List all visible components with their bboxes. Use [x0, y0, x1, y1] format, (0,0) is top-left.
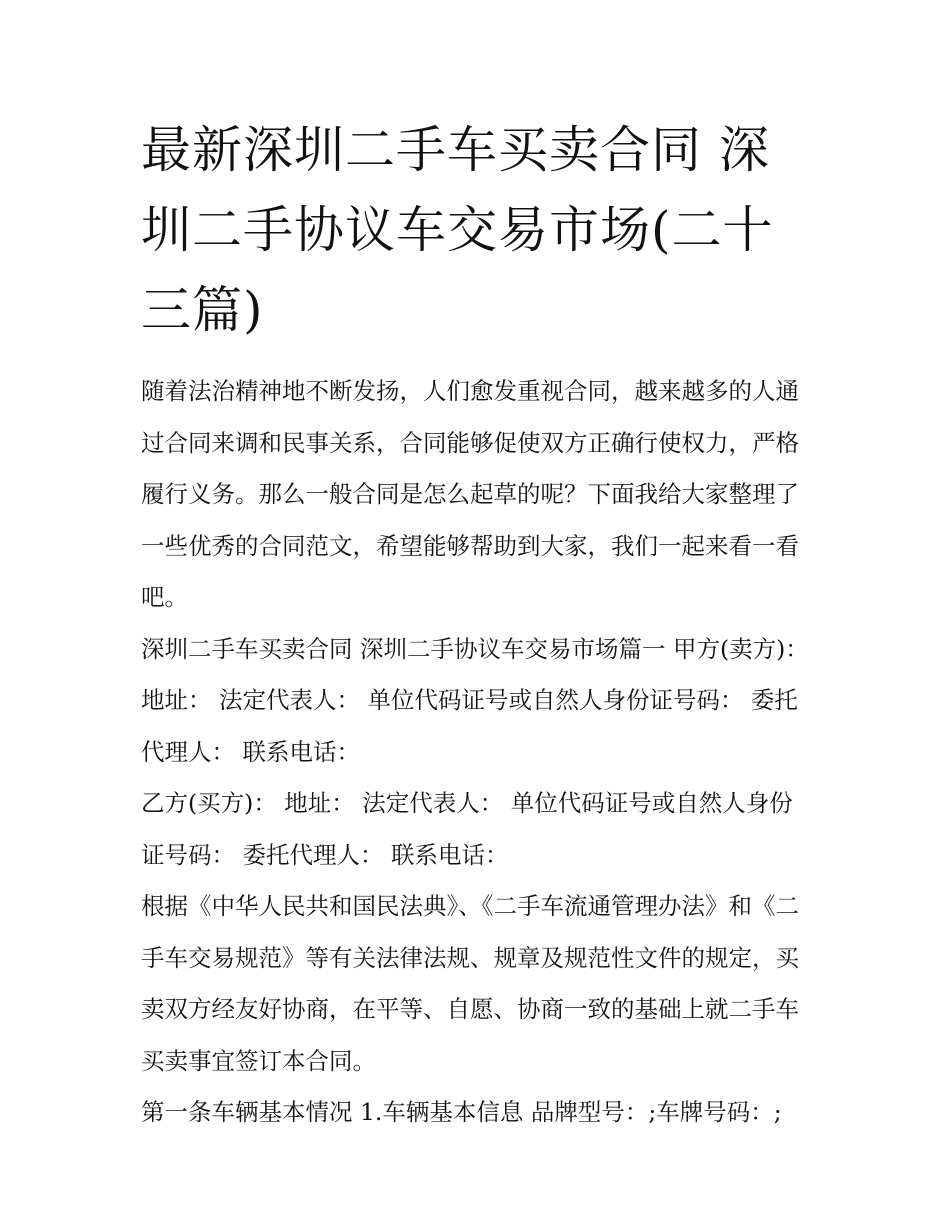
article-one-paragraph: 第一条车辆基本情况 1.车辆基本信息 品牌型号：;车牌号码：; [141, 1098, 782, 1126]
party-b-paragraph: 乙方(买方)： 地址： 法定代表人： 单位代码证号或自然人身份证号码： 委托代理人： 联系电话： [141, 789, 793, 869]
legal-basis-paragraph: 根据《中华人民共和国民法典》、《二手车流通管理办法》和《二手车交易规范》等有关法律法规、规章及规范性文件的规定，买卖双方经友好协商，在平等、自愿、协商一致的基础上就二手车买卖事宜签订本合同。 [141, 892, 799, 1075]
document-body [141, 366, 816, 1139]
document-page [141, 110, 816, 1139]
document-title: 最新深圳二手车买卖合同 深圳二手协议车交易市场(二十三篇) [141, 121, 774, 339]
party-a-paragraph: 深圳二手车买卖合同 深圳二手协议车交易市场篇一 甲方(卖方)： 地址： 法定代表人： 单位代码证号或自然人身份证号码： 委托代理人： 联系电话： [141, 634, 809, 766]
intro-paragraph: 随着法治精神地不断发扬，人们愈发重视合同，越来越多的人通过合同来调和民事关系，合同能够促使双方正确行使权力，严格履行义务。那么一般合同是怎么起草的呢？下面我给大家整理了一些优秀的合同范文，希望能够帮助到大家，我们一起来看一看吧。 [141, 377, 799, 611]
